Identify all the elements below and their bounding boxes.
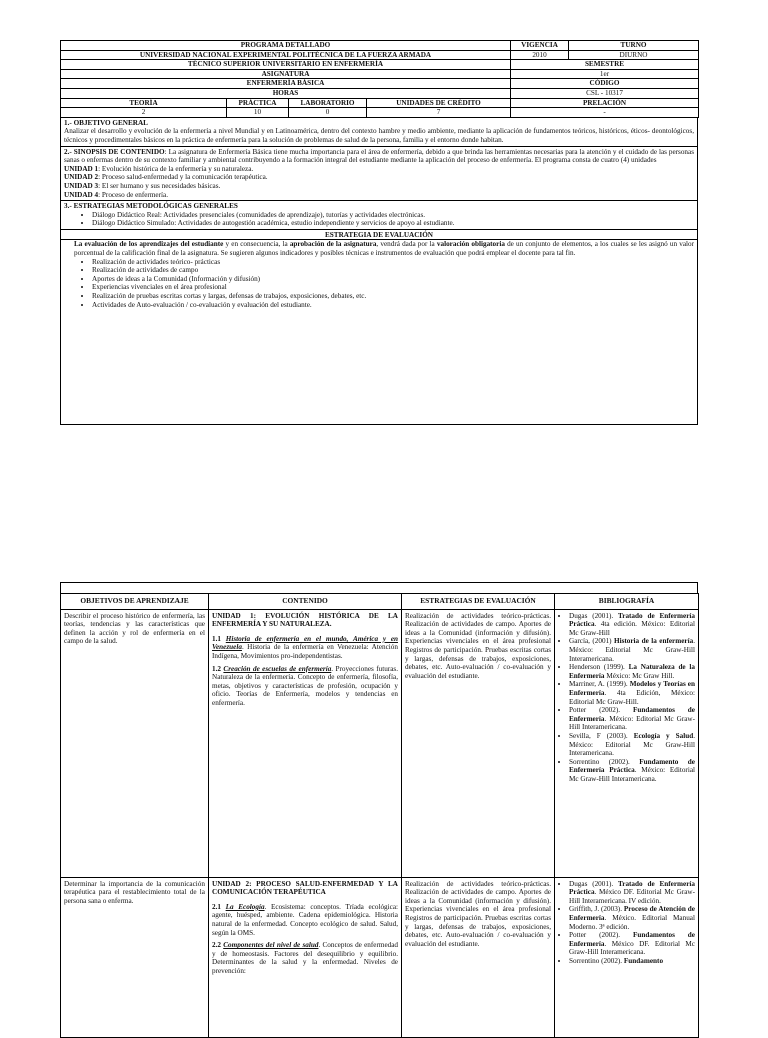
bib-entry: • Dugas (2001). Tratado de Enfermería Práctica. México DF. Editorial Mc Graw-Hill Interamericana. IV edición. (569, 880, 695, 906)
semestre-label: SEMESTRE (511, 60, 699, 70)
evaluacion-title: ESTRATEGIA DE EVALUACIÓN (61, 231, 697, 241)
unit-line: UNIDAD 2: Proceso salud-enfermedad y la comunicación terapéutica. (64, 173, 268, 182)
semestre-value: 1er (511, 69, 699, 79)
bibliografia-cell (555, 609, 699, 877)
sub-item: 2.1 La Ecología. Ecosistema: conceptos. Tríada ecológica: agente, huésped, ambiente. Cadena epidemiológica. Historia natural de la enfermedad. Concepto ecológico de salud. Salud, según la OMS. (212, 902, 399, 937)
sub-item: 2.2 Componentes del nivel de salud. Conceptos de enfermedad y de homeostasis. Factores del desequilibrio y equilibrio. Determinantes de la salud y la enfermedad. Niveles de prevención: (212, 941, 399, 975)
teoria-value: 2 (61, 108, 227, 118)
estrategias-cell: Realización de actividades teórico-prácticas. Realización de actividades de campo. Aportes de ideas a la Comunidad (información y difusión). Experiencias vivenciales en el área profesional Registros de participación. Pruebas escritas cortas y largas, defensas de trabajos, exposiciones, debates, etc. Auto-evaluación / co-evaluación y evaluación del estudiante. (402, 609, 555, 877)
bib-entry: • Marriner, A. (1999). Modelos y Teorías en Enfermería. 4ta Edición, México: Editorial Mc Graw-Hill. (569, 680, 695, 706)
objetivo-general-section (60, 118, 698, 147)
list-item: • Diálogo Didáctico Real: Actividades presenciales (comunidades de aprendizaje), tutorías y actividades electrónicas. (92, 211, 694, 220)
vigencia-label: VIGENCIA (511, 41, 569, 51)
teoria-label: TEORÍA (61, 98, 227, 108)
estrategias-title: 3.- ESTRATEGIAS METODOLÓGICAS GENERALES (64, 202, 238, 211)
sub-item: 1.2 Creación de escuelas de enfermería. Proyecciones futuras. Naturaleza de la enfermería. Concepto de enfermería, filosofía, metas, objetivos y características de profesión, ocupación y oficio. Teorías de Enfermería, modelos y tendencias en enfermería. (212, 664, 399, 707)
list-item: • Realización de actividades de campo (92, 266, 694, 275)
turno-value: DIURNO (569, 50, 699, 60)
laboratorio-label: LABORATORIO (289, 98, 367, 108)
unit-line: UNIDAD 3: El ser humano y sus necesidades básicas. (64, 181, 221, 190)
sub-item: 1.1 Historia de enfermería en el mundo, América y en Venezuela. Historia de la enfermería en Venezuela: Atención Indígena, Movimientos pro-independentistas. (212, 634, 399, 660)
content-table (60, 593, 699, 1038)
col-header-contenido: CONTENIDO (209, 594, 402, 610)
header-table (60, 40, 699, 118)
turno-label: TURNO (569, 41, 699, 51)
list-item: • Experiencias vivenciales en el área profesional (92, 283, 694, 292)
list-item: • Actividades de Auto-evaluación / co-evaluación y evaluación del estudiante. (92, 301, 694, 310)
col-header-bibliografia: BIBLIOGRAFÍA (555, 594, 699, 610)
codigo-label: CÓDIGO (511, 79, 699, 89)
unit-line: UNIDAD 4: Proceso de enfermería. (64, 190, 168, 199)
bib-entry: • García, (2001) Historia de la enfermería. México: Editorial Mc Graw-Hill Interamericana. (569, 637, 695, 663)
bib-entry: • Griffith, J. (2003). Proceso de Atención de Enfermería. México. Editorial Manual Moderno. 3ª edición. (569, 905, 695, 931)
program-sheet (60, 40, 698, 425)
evaluacion-text: La evaluación de los aprendizajes del estudiante y en consecuencia, la aprobación de la asignatura, vendrá dada por la valoración obligatoria de un conjunto de elementos, a los cuales se les asignó un valor porcentual de la calificación final de la asignatura. Se sugieren algunos indicadores y posibles técnicas e instrumentos de evaluación que podrá emplear el docente para tal fin. (74, 240, 695, 258)
practica-label: PRÁCTICA (227, 98, 289, 108)
objetivo-general-title: 1.- OBJETIVO GENERAL (64, 118, 148, 127)
sinopsis-title: 2.- SINOPSIS DE CONTENIDO (64, 147, 165, 156)
list-item: • Aportes de ideas a la Comunidad (Información y difusión) (92, 275, 694, 284)
table-top-bar (60, 582, 698, 593)
laboratorio-value: 0 (289, 108, 367, 118)
creditos-label: UNIDADES DE CRÉDITO (367, 98, 511, 108)
estrategias-cell: Realización de actividades teórico-prácticas. Realización de actividades de campo. Aportes de ideas a la Comunidad (información y difusión). Experiencias vivenciales en el área profesional Registros de participación. Pruebas escritas cortas y largas, defensas de trabajos, exposiciones, debates, etc. Auto-evaluación / co-evaluación y evaluación del estudiante. (402, 877, 555, 1037)
table-row (61, 877, 699, 1037)
codigo-value: CSL - 10317 (511, 88, 699, 98)
objetivo-cell: Determinar la importancia de la comunicación terapéutica para el restablecimiento total de la persona sana o enferma. (61, 877, 209, 1037)
contenido-cell: UNIDAD 2: PROCESO SALUD-ENFERMEDAD Y LA COMUNICACIÓN TERAPÉUTICA 2.1 La Ecología. Ecosistema: conceptos. Tríada ecológica: agente, huésped, ambiente. Cadena epidemiológica. Historia natural de la enfermedad. Concepto ecológico de salud. Salud, según la OMS. 2.2 Componentes del nivel de salud. Conceptos de enfermedad y de homeostasis. Factores del desequilibrio y equilibrio. Determinantes de la salud y la enfermedad. Niveles de prevención: (209, 877, 402, 1037)
list-item: • Realización de pruebas escritas cortas y largas, defensas de trabajos, exposiciones, debates, etc. (92, 292, 694, 301)
list-item: • Realización de actividades teórico- prácticas (92, 258, 694, 267)
objetivo-general-text: Analizar el desarrollo y evolución de la enfermería a nivel Mundial y en Latinoamérica, dentro del contexto hambre y medio ambiente, mediante la aplicación de fundamentos teóricos, históricos, éticos- deontológicos, técnicos y procedimentales básicos en la práctica de enfermería para la solución de problemas de salud de la persona, familia y el entorno donde habitan. (64, 127, 694, 144)
vigencia-value: 2010 (511, 50, 569, 60)
practica-value: 10 (227, 108, 289, 118)
unit-line: UNIDAD 1: Evolución histórica de la enfermería y su naturaleza. (64, 164, 254, 173)
prelacion-value: - (511, 108, 699, 118)
estrategias-section (60, 201, 698, 230)
bibliografia-cell (555, 877, 699, 1037)
university-name: UNIVERSIDAD NACIONAL EXPERIMENTAL POLITÉCNICA DE LA FUERZA ARMADA (61, 50, 511, 60)
bib-entry: • Sorrentino (2002). Fundamento de Enfermería Práctica. México: Editorial Mc Graw-Hill Interamericana. (569, 758, 695, 784)
asignatura-label: ASIGNATURA (61, 69, 511, 79)
bib-entry: • Sevilla, F (2003). Ecología y Salud. México: Editorial Mc Graw-Hill Interamericana. (569, 732, 695, 758)
objetivo-cell: Describir el proceso histórico de enfermería, las teorías, tendencias y las características que definen la acción y rol de enfermería en el campo de la salud. (61, 609, 209, 877)
sinopsis-section (60, 147, 698, 202)
col-header-estrategias: ESTRATEGIAS DE EVALUACIÓN (402, 594, 555, 610)
table-row (61, 609, 699, 877)
prelacion-label: PRELACIÓN (511, 98, 699, 108)
bib-entry: • Potter (2002). Fundamentos de Enfermería. México: Editorial Mc Graw-Hill Interamericana. (569, 706, 695, 732)
bib-entry: • Potter (2002). Fundamentos de Enfermería. México DF. Editorial Mc Graw-Hill Interamericana. (569, 931, 695, 957)
bib-entry: • Sorrentino (2002). Fundamento (569, 957, 695, 966)
contenido-cell: UNIDAD 1: EVOLUCIÓN HISTÓRICA DE LA ENFERMERÍA Y SU NATURALEZA. 1.1 Historia de enfermería en el mundo, América y en Venezuela. Historia de la enfermería en Venezuela: Atención Indígena, Movimientos pro-independentistas. 1.2 Creación de escuelas de enfermería. Proyecciones futuras. Naturaleza de la enfermería. Concepto de enfermería, filosofía, metas, objetivos y características de profesión, ocupación y oficio. Teorías de Enfermería, modelos y tendencias en enfermería. (209, 609, 402, 877)
evaluacion-section (60, 230, 698, 425)
asignatura-name: ENFERMERÍA BÁSICA (61, 79, 511, 89)
sinopsis-text: : La asignatura de Enfermería Básica tiene mucha importancia para el área de enfermería, debido a que brinda las herramientas necesarias para la atención y el cuidado de las personas sanas o enfermas dentro de su contexto familiar y ambiental contribuyendo a la formación integral del estudiante mediante la aplicación del proceso de enfermería. El programa consta de cuatro (4) unidades (64, 147, 694, 165)
col-header-objetivos: OBJETIVOS DE APRENDIZAJE (61, 594, 209, 610)
list-item: • Diálogo Didáctico Simulado: Actividades de autogestión académica, estudio independiente y servicios de apoyo al estudiante. (92, 219, 694, 228)
content-table-wrap (60, 582, 698, 1038)
bib-entry: • Henderson (1999). La Naturaleza de la Enfermería México: Mc Graw Hill. (569, 663, 695, 680)
career-name: TÉCNICO SUPERIOR UNIVERSITARIO EN ENFERMERÍA (61, 60, 511, 70)
bib-entry: • Dugas (2001). Tratado de Enfermería Práctica. 4ta edición. México: Editorial Mc Graw-Hill (569, 612, 695, 638)
program-title: PROGRAMA DETALLADO (61, 41, 511, 51)
creditos-value: 7 (367, 108, 511, 118)
horas-label: HORAS (61, 88, 511, 98)
